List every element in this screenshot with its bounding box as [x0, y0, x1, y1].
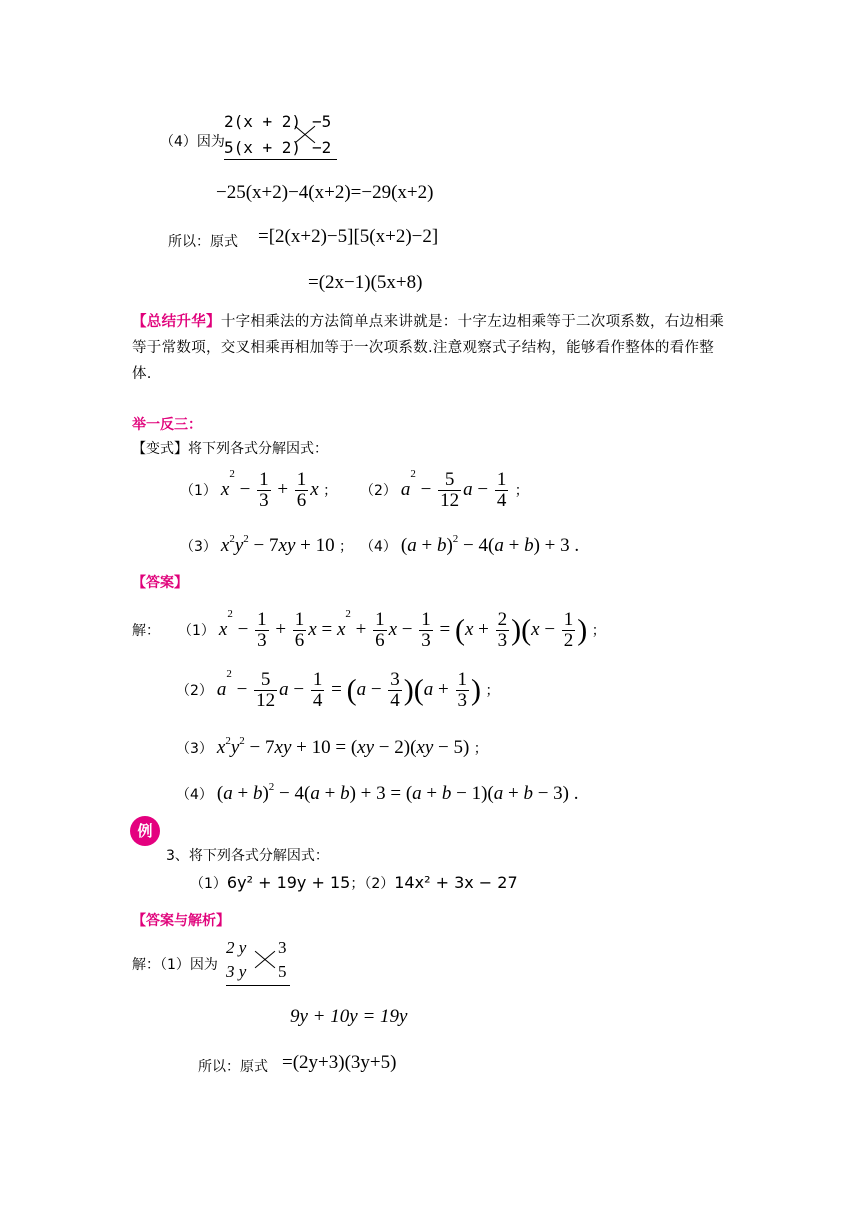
q4-math: $(a + b)^2 - 4(a + b) + 3$ . — [400, 533, 580, 556]
variant-q1: （1） $x^2$ − $\frac{1}{3}$ + $\frac{1}{6}$ x ； — [180, 468, 338, 511]
q3-math: $x^2y^2 - 7xy + 10$ — [220, 533, 335, 556]
answer-tag: 【答案】 — [132, 575, 188, 591]
answer-3-label: （3） — [176, 741, 213, 757]
cross-mark-icon — [254, 949, 276, 971]
example3-questions — [190, 873, 518, 893]
example-badge-icon: 例 — [130, 816, 160, 846]
variant-tag: 【变式】 — [132, 441, 188, 457]
q1-label: （1） — [180, 482, 217, 499]
cross-mark-icon — [294, 124, 316, 146]
answer-2-label: （2） — [176, 682, 213, 699]
example3-result-label: 所以：原式 — [198, 1059, 268, 1075]
cross-top-right: −5 — [312, 112, 332, 131]
cross-bottom-left: 5(x + 2) — [224, 138, 302, 157]
answer-4-label: （4） — [176, 787, 213, 803]
answer-4: （4） $(a + b)^2 - 4(a + b) + 3 = (a + b - 1)(a + b - 3)$ . — [176, 781, 579, 804]
summary-text: 十字相乘法的方法简单点来讲就是：十字左边相乘等于二次项系数，右边相乘等于常数项，交叉相乘再相加等于一次项系数.注意观察式子结构，能够看作整体的看作整体. — [132, 314, 725, 382]
example3-check: 9y + 10y = 19y — [290, 1006, 408, 1027]
cross-top-left: 2 y — [226, 938, 247, 957]
variant-q2: （2） $a^2$ − $\frac{5}{12}$ a − $\frac{1}{4}$ ； — [360, 468, 529, 511]
example3-lead: 解：（1）因为 — [132, 957, 218, 973]
example3-q1-label: （1） — [190, 876, 227, 892]
q2-label: （2） — [360, 482, 397, 499]
answer-1-label: （1） — [178, 622, 215, 639]
summary-paragraph — [132, 309, 732, 387]
answer-2: （2） $a^2$ − $\frac{5}{12}$ a − $\frac{1}{4}$ = (a − $\frac{3}{4}$ )(a + $\frac{1}{3}$ ) ； — [176, 668, 500, 711]
q2-math: $a^2$ − $\frac{5}{12}$ a − $\frac{1}{4}$ — [400, 468, 507, 511]
q3-label: （3） — [180, 539, 217, 555]
answer-3: （3） $x^2y^2 - 7xy + 10 = (xy - 2)(xy - 5)$ ； — [176, 735, 488, 758]
cross-underline — [226, 985, 290, 986]
q1-math: $x^2$ − $\frac{1}{3}$ + $\frac{1}{6}$ x — [220, 468, 319, 511]
cross-top-right: 3 — [278, 938, 287, 957]
variant-line — [132, 438, 328, 458]
p4-result-label: 所以：原式 — [168, 234, 238, 250]
answer-lead: 解： — [132, 622, 160, 639]
practice-heading: 举一反三： — [132, 417, 202, 433]
p4-result-1: =[2(x+2)−5][5(x+2)−2] — [258, 226, 439, 247]
cross-bottom-right: 5 — [278, 962, 287, 981]
q4-label: （4） — [360, 539, 397, 555]
p4-result-2: =(2x−1)(5x+8) — [308, 272, 423, 293]
example3-result: =(2y+3)(3y+5) — [282, 1052, 397, 1073]
example3-answer-tag: 【答案与解析】 — [132, 913, 230, 929]
p4-label: （4）因为 — [160, 134, 225, 150]
variant-q3: （3） $x^2y^2 - 7xy + 10$ ； — [180, 533, 354, 556]
cross-top-left: 2(x + 2) — [224, 112, 302, 131]
variant-text: 将下列各式分解因式： — [188, 441, 328, 457]
cross-underline — [224, 159, 337, 160]
cross-bottom-left: 3 y — [226, 962, 247, 981]
answer-1: 解： （1） $x^2$ − $\frac{1}{3}$ + $\frac{1}{6}$ $x = x^2$ + $\frac{1}{6}$ x − $\frac{1}{3}$ = (x + $\frac{2}{3}$ )(x − $\frac{1}{2}$ ) ； — [132, 608, 606, 651]
cross-bottom-right: −2 — [312, 138, 332, 157]
example3-title: 3、将下列各式分解因式： — [166, 848, 329, 864]
example3-sep: ；（2） — [350, 876, 395, 892]
summary-tag: 【总结升华】 — [132, 314, 221, 330]
variant-q4 — [360, 535, 579, 557]
example3-q1: 6y² + 19y + 15 — [226, 873, 351, 892]
example3-q2: 14x² + 3x − 27 — [394, 873, 518, 892]
p4-check: −25(x+2)−4(x+2)=−29(x+2) — [216, 182, 434, 203]
